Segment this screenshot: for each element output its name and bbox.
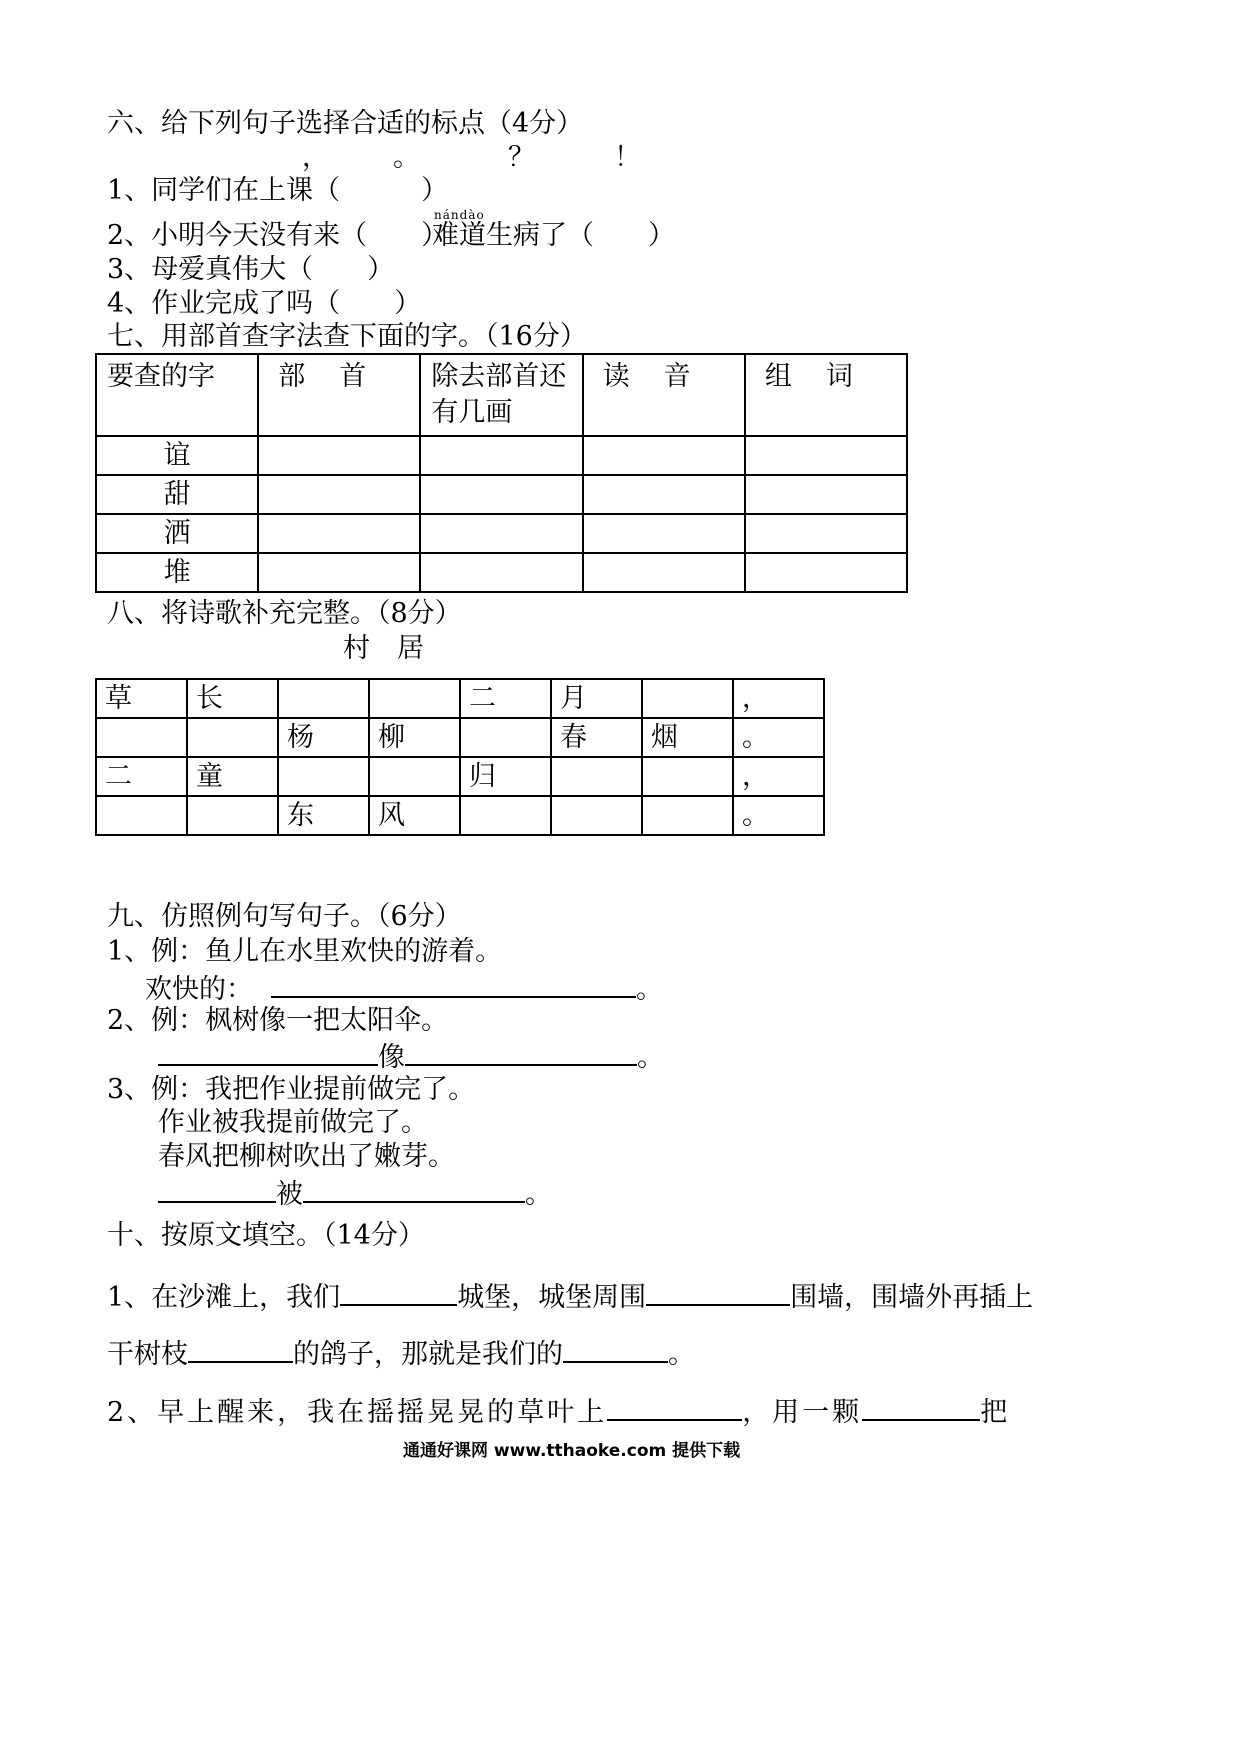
poem-cell[interactable] bbox=[460, 718, 551, 757]
s6-item-2a: 2、小明今天没有来（ ） bbox=[107, 220, 449, 251]
answer-cell[interactable] bbox=[583, 553, 745, 592]
s9-example-2: 2、例：枫树像一把太阳伞。 bbox=[107, 1005, 449, 1036]
q2-text: ，用一颗 bbox=[742, 1397, 863, 1428]
poem-title: 村 居 bbox=[343, 633, 424, 664]
answer-blank[interactable] bbox=[563, 1335, 668, 1363]
section6-title: 六、给下列句子选择合适的标点（4分） bbox=[107, 108, 584, 139]
poem-cell: 月 bbox=[551, 679, 642, 718]
poem-cell[interactable] bbox=[187, 796, 278, 835]
poem-cell[interactable] bbox=[96, 718, 187, 757]
s10-q2-line1 bbox=[107, 1393, 1010, 1430]
poem-cell: 归 bbox=[460, 757, 551, 796]
period: 。 bbox=[525, 1179, 552, 1210]
poem-cell: 风 bbox=[369, 796, 460, 835]
pinyin-annotation: nándào bbox=[434, 208, 485, 222]
answer-cell[interactable] bbox=[258, 553, 420, 592]
answer-blank[interactable] bbox=[303, 1175, 525, 1203]
answer-cell[interactable] bbox=[420, 553, 582, 592]
lookup-char: 甜 bbox=[96, 475, 258, 514]
poem-cell[interactable] bbox=[278, 757, 369, 796]
q2-text: 2、早上醒来，我在摇摇晃晃的草叶上 bbox=[107, 1397, 608, 1428]
poem-cell[interactable] bbox=[96, 796, 187, 835]
section9-title: 九、仿照例句写句子。（6分） bbox=[107, 901, 462, 932]
answer-cell[interactable] bbox=[258, 475, 420, 514]
section8-title: 八、将诗歌补充完整。（8分） bbox=[107, 598, 462, 629]
punct-mark: 。 bbox=[393, 142, 420, 173]
s9-prompt-label: 欢快的： bbox=[145, 974, 253, 1005]
poem-cell: 二 bbox=[460, 679, 551, 718]
answer-blank[interactable] bbox=[405, 1038, 637, 1066]
s9-example-1: 1、例：鱼儿在水里欢快的游着。 bbox=[107, 936, 503, 967]
answer-blank[interactable] bbox=[158, 1175, 276, 1203]
punct-mark: ？ bbox=[508, 142, 535, 173]
section7-title: 七、用部首查字法查下面的字。（16分） bbox=[107, 321, 587, 352]
answer-blank[interactable] bbox=[646, 1278, 790, 1306]
poem-cell[interactable] bbox=[460, 796, 551, 835]
punct-mark: ， bbox=[302, 142, 329, 173]
poem-cell: ， bbox=[733, 757, 824, 796]
table-row bbox=[96, 436, 907, 475]
connector-word: 像 bbox=[378, 1042, 405, 1073]
q1-text: 围墙，围墙外再插上 bbox=[790, 1282, 1034, 1313]
header-char: 要查的字 bbox=[96, 354, 258, 436]
s6-item-2b: 难道生病了（ ） bbox=[432, 220, 675, 251]
s10-q1-line2 bbox=[107, 1335, 695, 1372]
answer-blank[interactable] bbox=[188, 1335, 293, 1363]
period: 。 bbox=[637, 1042, 664, 1073]
poem-cell[interactable] bbox=[278, 679, 369, 718]
answer-cell[interactable] bbox=[583, 514, 745, 553]
connector-word: 被 bbox=[276, 1179, 303, 1210]
punct-mark: ！ bbox=[614, 142, 641, 173]
lookup-char: 堆 bbox=[96, 553, 258, 592]
answer-blank[interactable] bbox=[340, 1278, 457, 1306]
poem-cell[interactable] bbox=[369, 679, 460, 718]
poem-cell[interactable] bbox=[642, 679, 733, 718]
poem-cell[interactable] bbox=[551, 757, 642, 796]
poem-row bbox=[96, 757, 824, 796]
poem-cell: 童 bbox=[187, 757, 278, 796]
answer-blank[interactable] bbox=[862, 1393, 980, 1421]
lookup-char: 谊 bbox=[96, 436, 258, 475]
s9-example-3: 3、例：我把作业提前做完了。 bbox=[107, 1074, 476, 1105]
poem-cell: 烟 bbox=[642, 718, 733, 757]
s9-example-3-line3: 春风把柳树吹出了嫩芽。 bbox=[158, 1141, 455, 1172]
poem-cell: 杨 bbox=[278, 718, 369, 757]
poem-cell[interactable] bbox=[187, 718, 278, 757]
poem-cell[interactable] bbox=[642, 796, 733, 835]
table-row bbox=[96, 514, 907, 553]
answer-blank[interactable] bbox=[271, 970, 636, 998]
poem-cell: ， bbox=[733, 679, 824, 718]
table-row bbox=[96, 553, 907, 592]
s9-prompt-1 bbox=[145, 970, 663, 1007]
answer-cell[interactable] bbox=[420, 475, 582, 514]
header-strokes-line2: 有几画 bbox=[431, 397, 513, 428]
poem-row bbox=[96, 679, 824, 718]
s9-example-3-line2: 作业被我提前做完了。 bbox=[158, 1107, 428, 1138]
poem-grid bbox=[95, 678, 825, 836]
poem-cell[interactable] bbox=[551, 796, 642, 835]
answer-cell[interactable] bbox=[583, 475, 745, 514]
table-header-row bbox=[96, 354, 907, 436]
poem-cell: 草 bbox=[96, 679, 187, 718]
s9-prompt-3 bbox=[158, 1175, 552, 1212]
header-words: 组词 bbox=[745, 354, 907, 436]
answer-cell[interactable] bbox=[745, 436, 907, 475]
poem-cell: 春 bbox=[551, 718, 642, 757]
s6-item-1: 1、同学们在上课（ ） bbox=[107, 175, 449, 206]
poem-cell: 长 bbox=[187, 679, 278, 718]
answer-cell[interactable] bbox=[583, 436, 745, 475]
poem-row bbox=[96, 718, 824, 757]
s6-item-3: 3、母爱真伟大（ ） bbox=[107, 254, 395, 285]
radical-lookup-table bbox=[95, 353, 908, 593]
s10-q1-line1 bbox=[107, 1278, 1033, 1315]
poem-row bbox=[96, 796, 824, 835]
section10-title: 十、按原文填空。（14分） bbox=[107, 1220, 425, 1251]
answer-blank[interactable] bbox=[607, 1393, 742, 1421]
q1-text: 城堡，城堡周围 bbox=[457, 1282, 647, 1313]
poem-cell: 柳 bbox=[369, 718, 460, 757]
poem-cell: 东 bbox=[278, 796, 369, 835]
answer-cell[interactable] bbox=[745, 514, 907, 553]
answer-cell[interactable] bbox=[745, 553, 907, 592]
q2-text: 把 bbox=[980, 1397, 1011, 1428]
header-strokes bbox=[420, 354, 582, 436]
q1-text: 1、在沙滩上，我们 bbox=[107, 1282, 341, 1313]
header-strokes-line1: 除去部首还 bbox=[431, 361, 567, 392]
lookup-char: 洒 bbox=[96, 514, 258, 553]
poem-cell: 。 bbox=[733, 718, 824, 757]
s9-prompt-2 bbox=[158, 1038, 664, 1075]
answer-cell[interactable] bbox=[745, 475, 907, 514]
table-row bbox=[96, 475, 907, 514]
s6-item-4: 4、作业完成了吗（ ） bbox=[107, 288, 422, 319]
q1-text: 干树枝 bbox=[107, 1339, 188, 1370]
q1-text: 的鸽子，那就是我们的 bbox=[293, 1339, 563, 1370]
period: 。 bbox=[668, 1339, 695, 1370]
answer-cell[interactable] bbox=[258, 514, 420, 553]
header-radical: 部首 bbox=[258, 354, 420, 436]
answer-cell[interactable] bbox=[420, 436, 582, 475]
poem-cell[interactable] bbox=[642, 757, 733, 796]
footer-watermark: 通通好课网 www.tthaoke.com 提供下载 bbox=[403, 1441, 741, 1461]
answer-cell[interactable] bbox=[258, 436, 420, 475]
poem-cell: 。 bbox=[733, 796, 824, 835]
period: 。 bbox=[636, 974, 663, 1005]
poem-cell: 二 bbox=[96, 757, 187, 796]
header-pronunciation: 读音 bbox=[583, 354, 745, 436]
answer-blank[interactable] bbox=[158, 1038, 378, 1066]
answer-cell[interactable] bbox=[420, 514, 582, 553]
poem-cell[interactable] bbox=[369, 757, 460, 796]
